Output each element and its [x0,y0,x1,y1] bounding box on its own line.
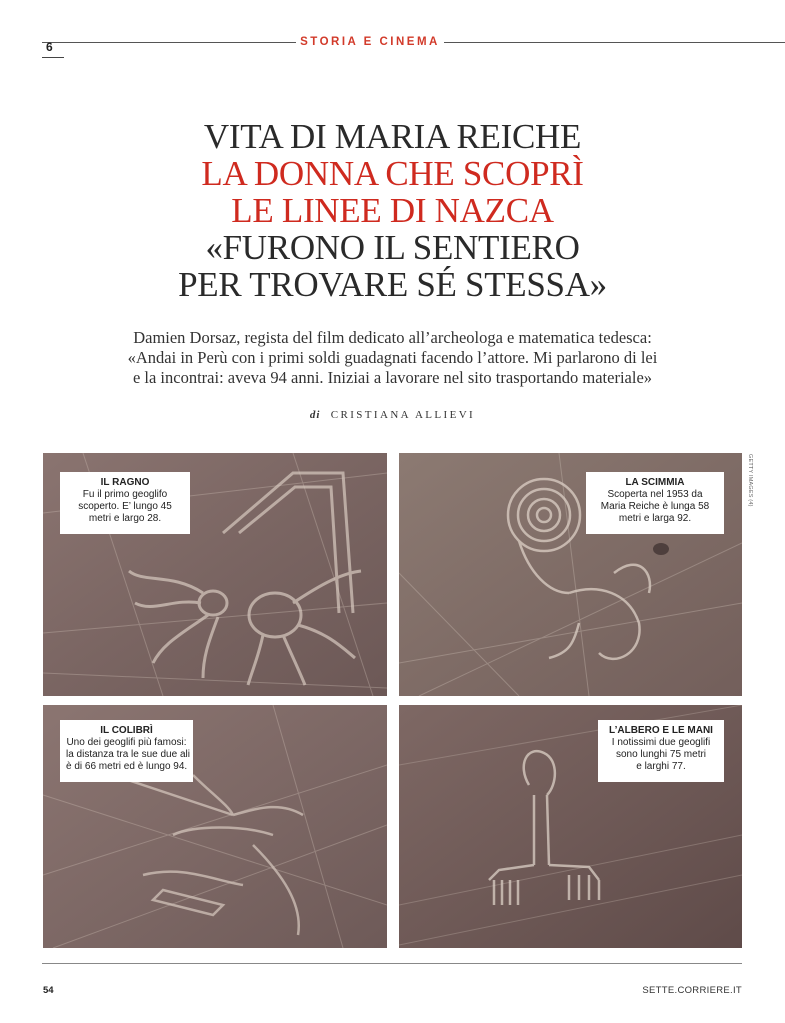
standfirst-line-1: Damien Dorsaz, regista del film dedicato all’archeologa e matematica tedesca: [133,328,652,347]
headline-line-3: LE LINEE DI NAZCA [231,191,554,230]
caption-line: Scoperta nel 1953 da [607,489,703,500]
caption-line: metri e larga 92. [618,513,692,524]
article-standfirst [40,328,745,388]
caption-spider [60,472,190,534]
caption-monkey [586,472,724,534]
caption-tree-hands [598,720,724,782]
article-headline [0,118,785,303]
headline-line-4: «FURONO IL SENTIERO [205,228,580,267]
issue-number: 6 [46,40,53,54]
section-label: STORIA E CINEMA [296,36,444,48]
byline [0,409,785,421]
standfirst-line-2: «Andai in Perù con i primi soldi guadagnati facendo l’attore. Mi parlarono di lei [127,348,658,367]
caption-line: è di 66 metri ed è lungo 94. [66,761,188,772]
photo-credit-text: GETTY IMAGES (4) [747,454,753,507]
caption-title: IL RAGNO [100,477,150,488]
caption-hummingbird [60,720,193,782]
caption-line: la distanza tra le sue due ali [66,749,190,760]
headline-line-5: PER TROVARE SÉ STESSA» [178,265,607,304]
caption-line: I notissimi due geoglifi [611,737,711,748]
caption-line: Uno dei geoglifi più famosi: [66,737,187,748]
headline-line-2: LA DONNA CHE SCOPRÌ [201,154,584,193]
caption-line: metri e largo 28. [88,513,162,524]
caption-line: Maria Reiche è lunga 58 [600,501,710,512]
site-url: SETTE.CORRIERE.IT [642,985,742,996]
caption-title: L’ALBERO E LE MANI [609,725,713,736]
photo-credit [744,454,754,514]
issue-number-underline [42,57,64,58]
page-number: 54 [43,985,54,996]
caption-line: e larghi 77. [636,761,686,772]
caption-line: sono lunghi 75 metri [615,749,707,760]
caption-title: LA SCIMMIA [625,477,685,488]
byline-author: CRISTIANA ALLIEVI [330,409,476,421]
caption-title: IL COLIBRÌ [100,725,153,736]
caption-line: scoperto. E’ lungo 45 [78,501,172,512]
byline-prefix: di [309,409,321,421]
caption-line: Fu il primo geoglifo [82,489,168,500]
headline-line-1: VITA DI MARIA REICHE [203,117,582,156]
footer-rule [42,963,742,964]
standfirst-line-3: e la incontrai: aveva 94 anni. Iniziai a lavorare nel sito trasportando materiale» [132,368,653,387]
